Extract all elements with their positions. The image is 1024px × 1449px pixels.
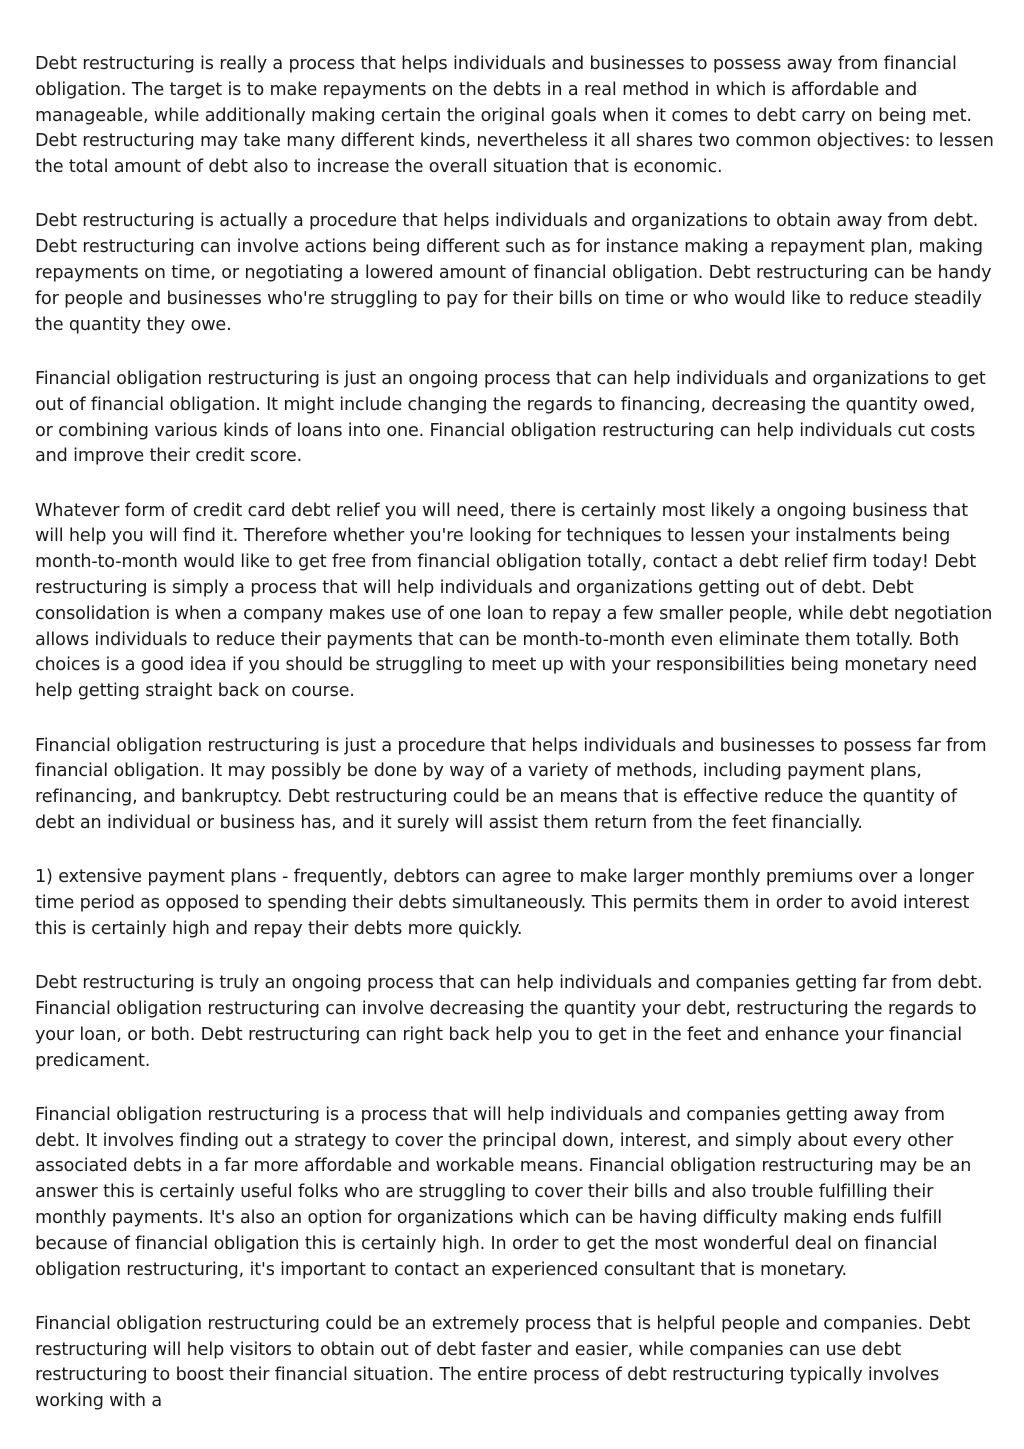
paragraph-6: 1) extensive payment plans - frequently, debtors can agree to make larger monthly premiums over a longer time period as opposed to spending their debts simultaneously. This permits them in order to avoid interest this is certainly high and repay their debts more quickly. (35, 867, 974, 939)
paragraph-7: Debt restructuring is truly an ongoing process that can help individuals and companies getting far from debt. Financial obligation restructuring can involve decreasing the quantity your debt, restructuring the regards to your loan, or both. Debt restructuring can right back help you to get in the feet and enhance your financial predicament. (35, 973, 983, 1071)
paragraph-3: Financial obligation restructuring is just an ongoing process that can help individuals and organizations to get out of financial obligation. It might include changing the regards to financing, decreasing the quantity owed, or combining various kinds of loans into one. Financial obligation restructuring can help individuals cut costs and improve their credit score. (35, 368, 986, 467)
paragraph-8: Financial obligation restructuring is a process that will help individuals and companies getting away from debt. It involves finding out a strategy to cover the principal down, interest, and simply about every other associated debts in a far more affordable and workable means. Financial obligation restructuring may be an answer this is certainly useful folks who are struggling to cover their bills and also trouble fulfilling their monthly payments. It's also an option for organizations which can be having difficulty making ends fulfill because of financial obligation this is certainly high. In order to get the most wonderful deal on financial obligation restructuring, it's important to contact an experienced consultant that is monetary. (35, 1104, 972, 1280)
paragraph-5: Financial obligation restructuring is just a procedure that helps individuals and businesses to possess far from financial obligation. It may possibly be done by way of a variety of methods, including payment plans, refinancing, and bankruptcy. Debt restructuring could be an means that is effective reduce the quantity of debt an individual or business has, and it surely will assist them return from the feet financially. (35, 735, 987, 833)
paragraph-2: Debt restructuring is actually a procedure that helps individuals and organizations to obtain away from debt. Debt restructuring can involve actions being different such as for instance making a repayment plan, making repayments on time, or negotiating a lowered amount of financial obligation. Debt restructuring can be handy for people and businesses who're struggling to pay for their bills on time or who would like to reduce steadily the quantity they owe. (35, 211, 992, 335)
paragraph-4: Whatever form of credit card debt relief you will need, there is certainly most likely a ongoing business that will help you will find it. Therefore whether you're looking for techniques to lessen your instalments being month-to-month would like to get free from financial obligation totally, contact a debt relief firm today! Debt restructuring is simply a process that will help individuals and organizations getting out of debt. Debt consolidation is when a company makes use of one loan to repay a few smaller people, while debt negotiation allows individuals to reduce their payments that can be month-to-month even eliminate them totally. Both choices is a good idea if you should be struggling to meet up with your responsibilities being monetary need help getting straight back on course. (35, 500, 993, 702)
document-body (35, 52, 995, 1444)
paragraph-9: Financial obligation restructuring could be an extremely process that is helpful people and companies. Debt restructuring will help visitors to obtain out of debt faster and easier, while companies can use debt restructuring to boost their financial situation. The entire process of debt restructuring typically involves working with a (35, 1313, 971, 1412)
paragraph-1: Debt restructuring is really a process that helps individuals and businesses to possess away from financial obligation. The target is to make repayments on the debts in a real method in which is affordable and manageable, while additionally making certain the original goals when it comes to debt carry on being met. Debt restructuring may take many different kinds, nevertheless it all shares two common objectives: to lessen the total amount of debt also to increase the overall situation that is economic. (35, 54, 994, 178)
